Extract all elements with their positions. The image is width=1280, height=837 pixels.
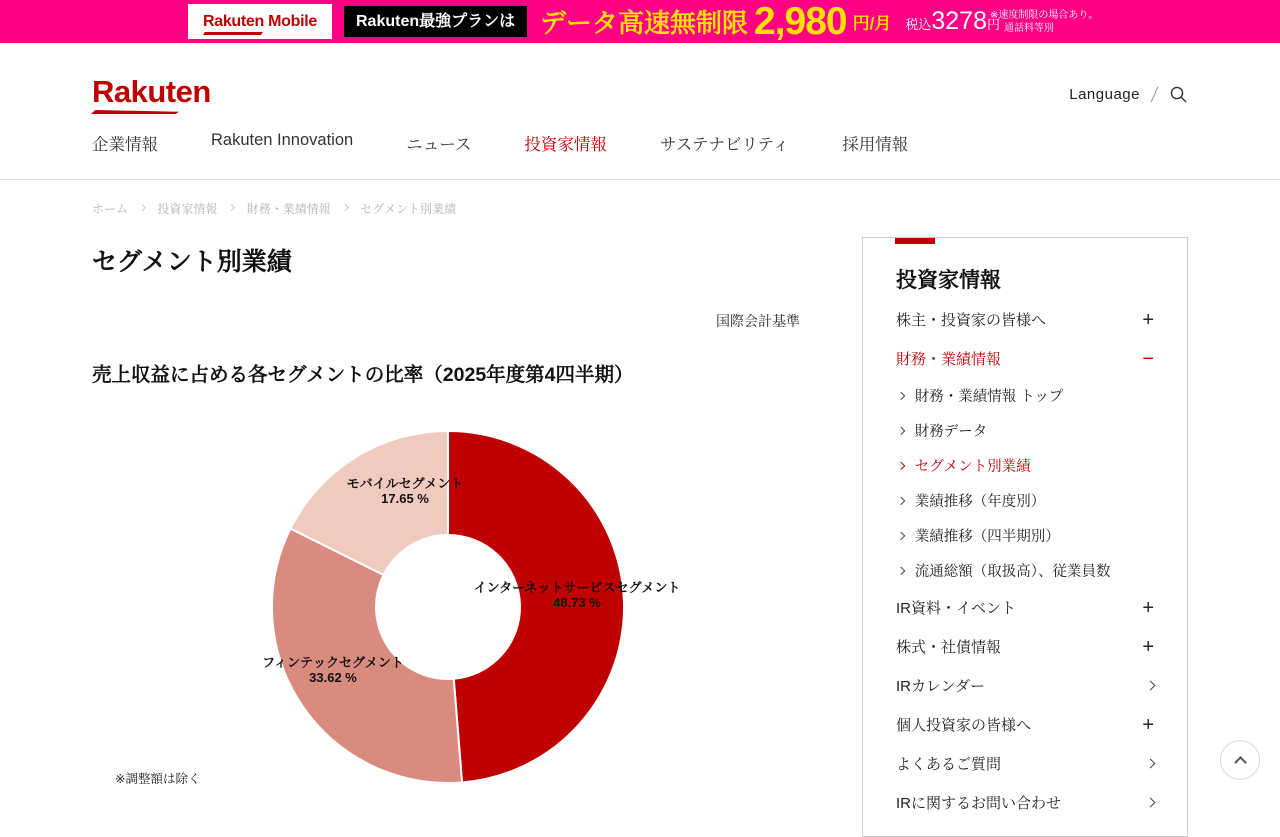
segment-ratio-chart [92,420,800,800]
promo-price: 2,980 [754,0,847,43]
rakuten-logo-text: Rakuten [92,74,211,109]
sidebar-item-label: 業績推移（四半期別） [914,529,1060,545]
chart-segment-label [474,580,681,610]
page-title: セグメント別業績 [92,248,292,276]
sidebar-item-label: IRカレンダー [896,678,986,695]
sidebar-item[interactable] [863,783,1187,822]
promo-tax-price [905,7,1000,36]
sidebar-item[interactable] [863,448,1187,483]
plus-icon: + [1142,635,1154,658]
chevron-right-icon [897,531,905,539]
sidebar-item-label: 株主・投資家の皆様へ [896,312,1047,329]
sidebar-menu [863,300,1187,822]
promo-disclaimer-line1: ※速度制限の場合あり。 [990,10,1099,21]
sidebar-item[interactable] [863,300,1187,339]
chevron-right-icon [342,204,350,212]
minus-icon: − [1142,347,1154,370]
chevron-right-icon [228,204,236,212]
promo-tax-unit: 円 [987,17,1001,32]
plan-badge: Rakuten最強プランは [344,6,527,37]
promo-disclaimer [990,9,1098,35]
chevron-right-icon [897,496,905,504]
sidebar-item-label: 流通総額（取扱高）、従業員数 [914,564,1111,580]
sidebar-item-label: よくあるご質問 [896,756,1002,773]
chart-title: 売上収益に占める各セグメントの比率（2025年度第4四半期） [92,364,634,386]
sidebar-item-label: IRに関するお問い合わせ [896,795,1062,812]
promo-tax-label: 税込 [905,17,932,32]
segment-name: フィンテックセグメント [262,655,404,670]
chevron-right-icon [1146,798,1156,808]
main-nav [92,131,908,155]
sidebar-item-label: 財務データ [914,424,988,440]
sidebar-item[interactable] [863,744,1187,783]
sidebar-item-label: 個人投資家の皆様へ [896,717,1032,734]
sidebar-item-label: IR資料・イベント [896,600,1017,617]
segment-name: インターネットサービスセグメント [473,580,681,595]
sidebar-item[interactable] [863,588,1187,627]
sidebar-item-label: 財務・業績情報 [896,351,1002,368]
sidebar-item-label: 株式・社債情報 [896,639,1002,656]
sidebar-item-label: セグメント別業績 [914,459,1031,475]
chevron-right-icon [897,391,905,399]
accounting-standard-label: 国際会計基準 [716,313,800,329]
breadcrumb-item: セグメント別業績 [360,202,457,216]
rakuten-logo[interactable] [92,76,211,114]
chevron-right-icon [1146,759,1156,769]
promo-price-unit: 円/月 [852,14,892,33]
chevron-right-icon [897,566,905,574]
scroll-to-top-button[interactable] [1220,740,1260,780]
chart-note: ※調整額は除く [115,772,201,786]
sidebar-item-label: 業績推移（年度別） [914,494,1046,510]
breadcrumb-item[interactable]: 投資家情報 [157,202,218,216]
plus-icon: + [1142,713,1154,736]
sidebar-red-accent [895,238,935,244]
sidebar-item[interactable] [863,627,1187,666]
nav-item[interactable]: 企業情報 [92,136,158,154]
segment-percentage: 48.73 % [553,595,601,610]
nav-item[interactable]: ニュース [406,136,472,154]
sidebar-item-label: 財務・業績情報 トップ [914,389,1064,405]
breadcrumb [92,200,456,217]
sidebar-item[interactable] [863,483,1187,518]
promo-disclaimer-line2: 通話料等別 [1004,23,1054,34]
logo-swoosh-icon [203,32,262,35]
nav-item[interactable]: 採用情報 [842,136,909,154]
sidebar-item[interactable] [863,553,1187,588]
plus-icon: + [1142,596,1154,619]
chevron-right-icon [897,461,905,469]
nav-item[interactable]: サステナビリティ [659,136,790,154]
segment-percentage: 17.65 % [381,491,429,506]
sidebar-item[interactable] [863,518,1187,553]
segment-percentage: 33.62 % [309,670,357,685]
sidebar-item[interactable] [863,705,1187,744]
sidebar-item[interactable] [863,339,1187,378]
plus-icon: + [1142,308,1154,331]
rakuten-mobile-logo [188,4,332,39]
chevron-right-icon [1146,681,1156,691]
sidebar-item[interactable] [863,666,1187,705]
search-icon[interactable] [1169,85,1188,104]
sidebar-item[interactable] [863,378,1187,413]
promo-banner[interactable] [0,0,1280,43]
promo-tax-amount: 3278 [931,7,987,35]
promo-offer-text [540,0,1000,43]
sidebar-item[interactable] [863,413,1187,448]
promo-headline: データ高速無制限 [540,8,749,38]
chart-segment-label [347,476,464,506]
breadcrumb-item[interactable]: ホーム [92,202,129,216]
breadcrumb-item[interactable]: 財務・業績情報 [246,202,331,216]
slash-divider [1151,87,1159,103]
chart-segment-label [262,655,404,685]
chevron-up-icon [1234,756,1247,769]
nav-item[interactable]: Rakuten Innovation [211,131,354,149]
segment-name: モバイルセグメント [346,476,464,491]
chevron-right-icon [139,204,147,212]
nav-item[interactable]: 投資家情報 [524,136,607,154]
site-header [0,43,1280,180]
chevron-right-icon [897,426,905,434]
language-link[interactable]: Language [1069,86,1140,103]
header-utilities [1069,85,1188,104]
rakuten-mobile-logo-text: Rakuten Mobile [202,12,318,30]
ir-sidebar [862,237,1188,837]
sidebar-title: 投資家情報 [896,269,1001,292]
logo-swoosh-icon [91,110,179,114]
